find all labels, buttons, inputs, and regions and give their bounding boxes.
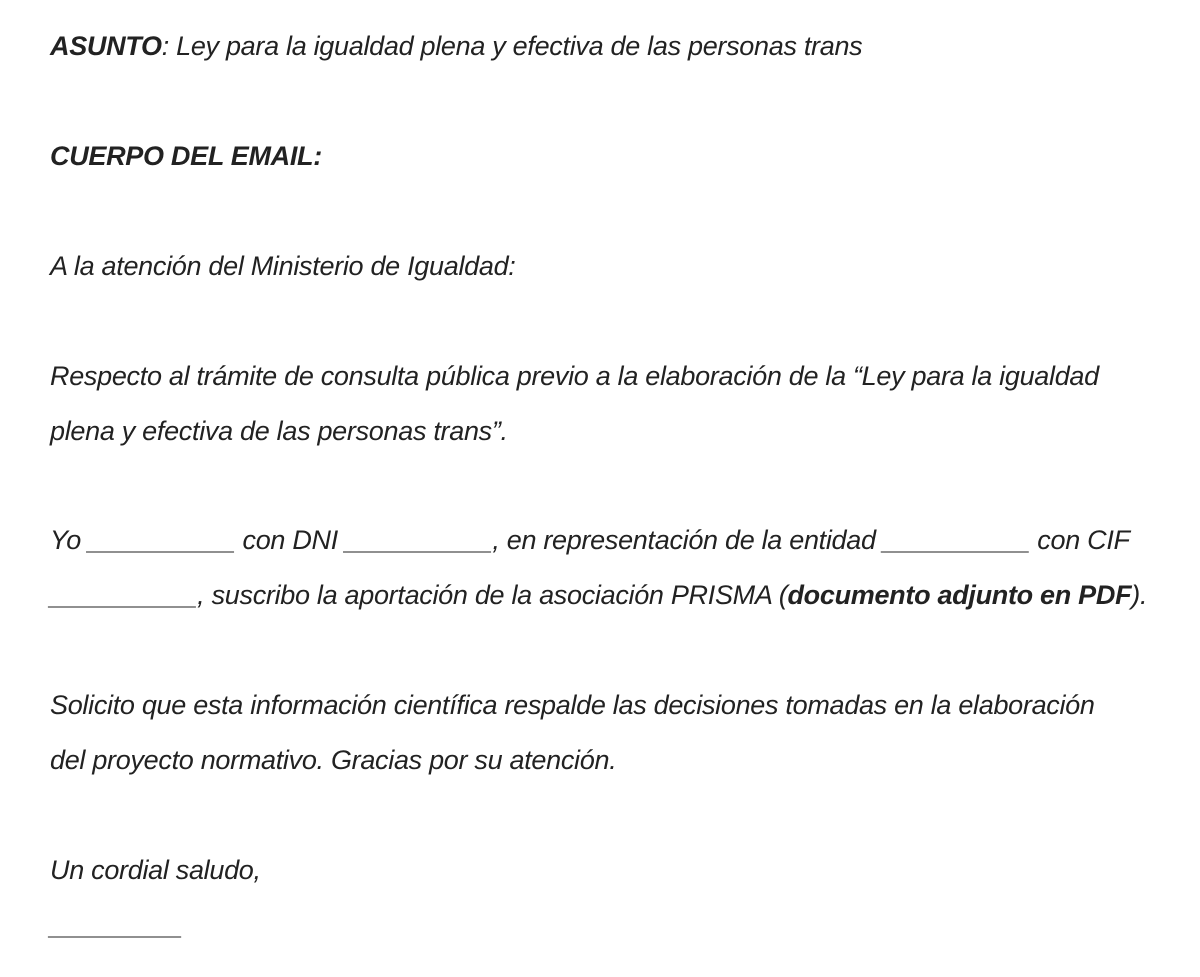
subject-line: [50, 30, 862, 62]
body-heading: [50, 140, 322, 172]
cif-blank: __________: [50, 580, 198, 610]
subject-label: ASUNTO: [50, 31, 162, 61]
paragraph2-line2: [50, 579, 1147, 611]
paragraph3-line2: del proyecto normativo. Gracias por su atención.: [50, 745, 617, 775]
con-cif-text: con CIF: [1037, 525, 1130, 555]
name-blank: __________: [88, 525, 236, 555]
dni-blank: __________: [345, 525, 493, 555]
signature-blank: _________: [50, 910, 183, 940]
paragraph1-line2: plena y efectiva de las personas trans”.: [50, 416, 508, 446]
yo-text: Yo: [50, 525, 81, 555]
paragraph1-line1: Respecto al trámite de consulta pública previo a la elaboración de la “Ley para la igualdad: [50, 361, 1099, 391]
paragraph3-line1: Solicito que esta información científica respalde las decisiones tomadas en la elaboración: [50, 690, 1095, 720]
entity-text: , en representación de la entidad: [492, 525, 876, 555]
paragraph2-line1: [50, 524, 1130, 556]
entity-blank: __________: [882, 525, 1031, 555]
subscribe-text: , suscribo la aportación de la asociación PRISMA (: [197, 580, 788, 610]
attached-document-text: documento adjunto en PDF: [787, 580, 1132, 610]
greeting: A la atención del Ministerio de Igualdad:: [50, 251, 516, 281]
subscribe-end: ).: [1131, 580, 1148, 610]
con-dni-text: con DNI: [242, 525, 338, 555]
subject-text: : Ley para la igualdad plena y efectiva de las personas trans: [161, 31, 863, 61]
closing: Un cordial saludo,: [50, 855, 261, 885]
body-heading-text: CUERPO DEL EMAIL:: [50, 141, 322, 171]
